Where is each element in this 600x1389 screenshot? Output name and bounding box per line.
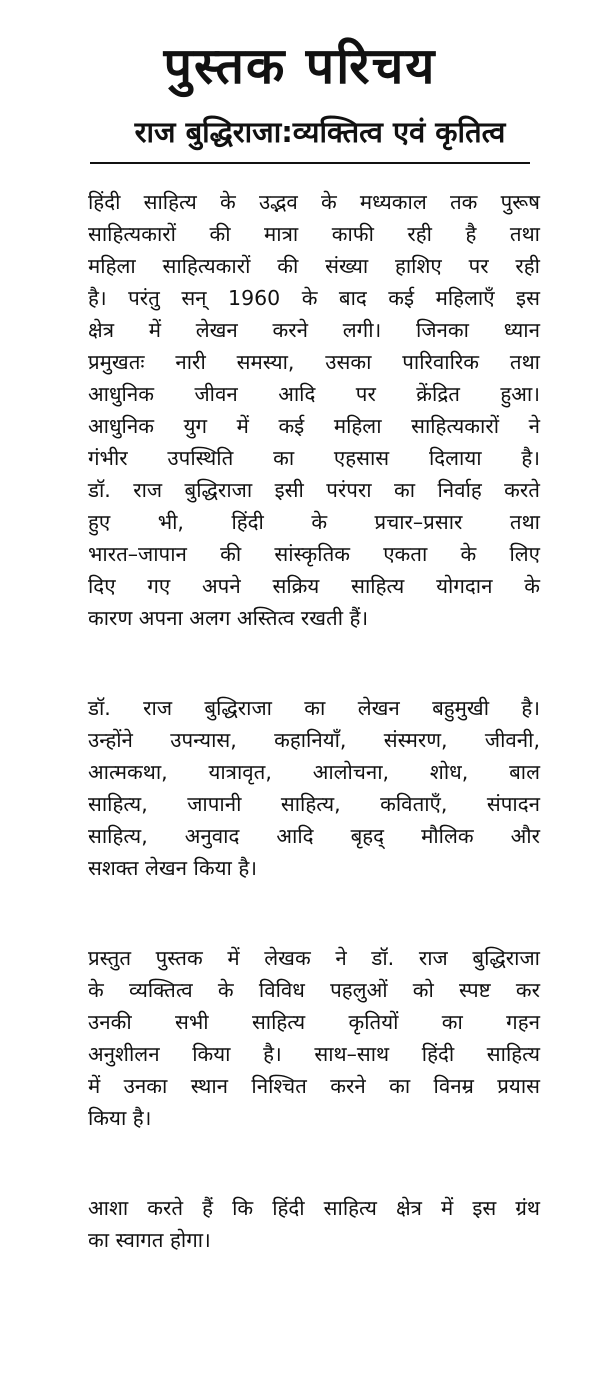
text-line: क्षेत्र में लेखन करने लगी। जिनका ध्यान (88, 318, 540, 342)
text-line: आधुनिक युग में कई महिला साहित्यकारों ने (88, 414, 540, 438)
text-line: उनकी सभी साहित्य कृतियों का गहन (88, 1010, 540, 1034)
text-line: अनुशीलन किया है। साथ–साथ हिंदी साहित्य (88, 1042, 540, 1066)
page-title: पुस्तक परिचय (163, 37, 437, 95)
text-line: उन्होंने उपन्यास, कहानियाँ, संस्मरण, जीवनी, (88, 728, 540, 752)
paragraph (88, 186, 540, 634)
text-line: महिला साहित्यकारों की संख्या हाशिए पर रही (88, 254, 540, 278)
book-title: राज बुद्धिराजा:व्यक्तित्व एवं कृतित्व (134, 115, 506, 149)
text-line: के व्यक्तित्व के विविध पहलुओं को स्पष्ट कर (88, 978, 540, 1002)
text-line: आधुनिक जीवन आदि पर क्रेंद्रित हुआ। (88, 382, 540, 406)
title-divider (90, 162, 530, 164)
text-line: साहित्य, अनुवाद आदि बृहद् मौलिक और (88, 824, 540, 848)
text-line: डॉ. राज बुद्धिराजा का लेखन बहुमुखी है। (88, 696, 540, 720)
paragraph (88, 1192, 540, 1256)
text-line: गंभीर उपस्थिति का एहसास दिलाया है। (88, 446, 540, 470)
text-line: साहित्यकारों की मात्रा काफी रही है तथा (88, 222, 540, 246)
text-line: प्रमुखतः नारी समस्या, उसका पारिवारिक तथा (88, 350, 540, 374)
text-line: का स्वागत होगा। (88, 1228, 211, 1252)
text-line: सशक्त लेखन किया है। (88, 856, 257, 880)
text-line: आत्मकथा, यात्रावृत, आलोचना, शोध, बाल (88, 760, 540, 784)
paragraph (88, 692, 540, 884)
text-line: प्रस्तुत पुस्तक में लेखक ने डॉ. राज बुद्धिराजा (88, 946, 540, 970)
text-line: भारत–जापान की सांस्कृतिक एकता के लिए (88, 542, 540, 566)
text-line: डॉ. राज बुद्धिराजा इसी परंपरा का निर्वाह करते (88, 478, 540, 502)
text-line: में उनका स्थान निश्चित करने का विनम्र प्रयास (88, 1074, 540, 1098)
text-line: साहित्य, जापानी साहित्य, कविताएँ, संपादन (88, 792, 540, 816)
text-line: है। परंतु सन् 1960 के बाद कई महिलाएँ इस (88, 286, 540, 310)
text-line: कारण अपना अलग अस्तित्व रखती हैं। (88, 606, 369, 630)
text-line: हिंदी साहित्य के उद्भव के मध्यकाल तक पुरूष (88, 190, 540, 214)
text-line: किया है। (88, 1106, 152, 1130)
paragraph (88, 942, 540, 1134)
text-line: आशा करते हैं कि हिंदी साहित्य क्षेत्र में इस ग्रंथ (88, 1196, 540, 1220)
text-line: हुए भी, हिंदी के प्रचार–प्रसार तथा (88, 510, 540, 534)
text-line: दिए गए अपने सक्रिय साहित्य योगदान के (88, 574, 540, 598)
article-body (88, 186, 540, 1314)
